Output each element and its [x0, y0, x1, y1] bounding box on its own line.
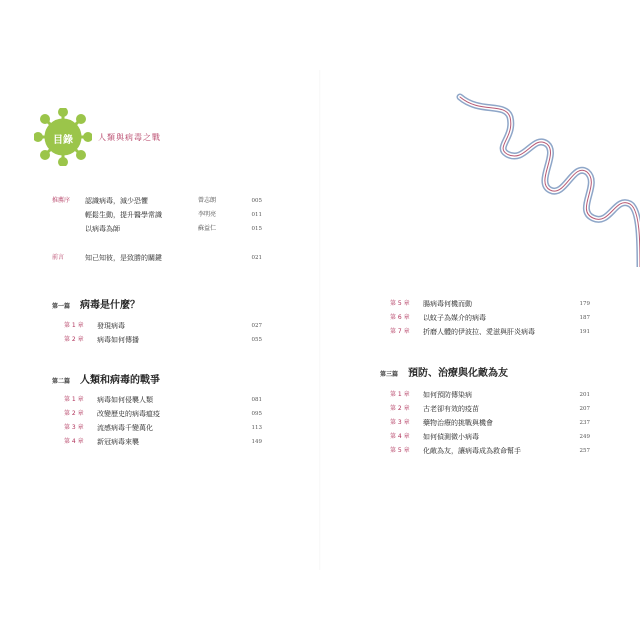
- chapter-title: 化敵為友，讓病毒成為救命幫手: [423, 447, 521, 455]
- chapter-row: [390, 431, 600, 443]
- foreword-row: [52, 209, 292, 221]
- part-title: 病毒是什麼？: [80, 300, 140, 311]
- chapter-number: 第 4 章: [64, 438, 84, 445]
- chapter-number: 第 5 章: [390, 300, 410, 307]
- chapter-row: [390, 403, 600, 415]
- part-label: 第一篇: [52, 303, 71, 310]
- chapter-row: [64, 422, 292, 434]
- chapter-page: 201: [579, 392, 590, 398]
- chapter-number: 第 7 章: [390, 328, 410, 335]
- chapter-title: 病毒如何侵襲人類: [97, 396, 153, 404]
- chapter-row: [64, 436, 292, 448]
- foreword-page: 015: [251, 226, 262, 232]
- chapter-number: 第 1 章: [64, 396, 84, 403]
- chapter-title: 流感病毒千變萬化: [97, 424, 153, 432]
- chapter-title: 藥物治療的挑戰與機會: [423, 419, 493, 427]
- chapter-row: [390, 312, 600, 324]
- chapter-row: [390, 445, 600, 457]
- chapter-row: [64, 394, 292, 406]
- chapter-title: 古老卻有效的疫苗: [423, 405, 479, 413]
- chapter-page: 187: [579, 315, 590, 321]
- part-label: 第二篇: [52, 378, 71, 385]
- chapter-page: 027: [251, 323, 262, 329]
- foreword-row: [52, 195, 292, 207]
- virus-outline-icon: [455, 92, 640, 267]
- chapter-page: 095: [251, 411, 262, 417]
- preface-label: 推薦序: [52, 197, 71, 204]
- chapter-title: 病毒如何傳播: [97, 336, 139, 344]
- chapter-page: 055: [251, 337, 262, 343]
- chapter-number: 第 4 章: [390, 433, 410, 440]
- foreword-page: 011: [251, 212, 262, 218]
- chapter-title: 折磨人體的伊波拉、愛滋與肝炎病毒: [423, 328, 535, 336]
- chapter-row: [64, 408, 292, 420]
- chapter-number: 第 3 章: [390, 419, 410, 426]
- foreword-title: 以病毒為師: [85, 225, 120, 233]
- foreword-author: 蘇益仁: [198, 225, 217, 232]
- intro-label: 前言: [52, 254, 65, 261]
- chapter-page: 249: [579, 434, 590, 440]
- page-gutter: [319, 70, 321, 570]
- foreword-author: 李明亮: [198, 211, 217, 218]
- foreword-title: 認識病毒，減少恐懼: [85, 197, 148, 205]
- intro-row: [52, 252, 292, 264]
- chapter-title: 腸病毒何機而動: [423, 300, 472, 308]
- chapter-title: 如何預防傳染病: [423, 391, 472, 399]
- toc-badge-label: 目錄: [53, 135, 73, 146]
- chapter-number: 第 2 章: [64, 410, 84, 417]
- chapter-page: 179: [579, 301, 590, 307]
- foreword-author: 曾志朗: [198, 197, 217, 204]
- chapter-page: 081: [251, 397, 262, 403]
- chapter-row: [390, 389, 600, 401]
- chapter-number: 第 2 章: [390, 405, 410, 412]
- part-heading: [52, 298, 252, 314]
- chapter-row: [64, 320, 292, 332]
- chapter-number: 第 2 章: [64, 336, 84, 343]
- intro-page: 021: [251, 255, 262, 261]
- chapter-title: 如何偵測微小病毒: [423, 433, 479, 441]
- chapter-title: 改變歷史的病毒瘟疫: [97, 410, 160, 418]
- part-title: 預防、治療與化敵為友: [408, 368, 508, 379]
- part-label: 第三篇: [380, 371, 399, 378]
- chapter-number: 第 6 章: [390, 314, 410, 321]
- chapter-title: 發現病毒: [97, 322, 125, 330]
- chapter-row: [64, 334, 292, 346]
- chapter-number: 第 1 章: [390, 391, 410, 398]
- chapter-page: 237: [579, 420, 590, 426]
- chapter-page: 257: [579, 448, 590, 454]
- foreword-page: 005: [251, 198, 262, 204]
- chapter-number: 第 1 章: [64, 322, 84, 329]
- intro-title: 知己知彼，是致勝的關鍵: [85, 254, 162, 262]
- part-heading: [380, 366, 600, 382]
- chapter-page: 149: [251, 439, 262, 445]
- chapter-title: 新冠病毒來襲: [97, 438, 139, 446]
- chapter-page: 113: [251, 425, 262, 431]
- part-title: 人類和病毒的戰爭: [80, 375, 160, 386]
- chapter-title: 以蚊子為媒介的病毒: [423, 314, 486, 322]
- chapter-page: 191: [579, 329, 590, 335]
- foreword-row: [52, 223, 292, 235]
- chapter-row: [390, 417, 600, 429]
- chapter-number: 第 5 章: [390, 447, 410, 454]
- chapter-number: 第 3 章: [64, 424, 84, 431]
- chapter-row: [390, 298, 600, 310]
- part-heading: [52, 373, 282, 389]
- chapter-page: 207: [579, 406, 590, 412]
- foreword-title: 輕鬆生動，提升醫學常識: [85, 211, 162, 219]
- book-title: 人類與病毒之戰: [98, 133, 161, 142]
- chapter-row: [390, 326, 600, 338]
